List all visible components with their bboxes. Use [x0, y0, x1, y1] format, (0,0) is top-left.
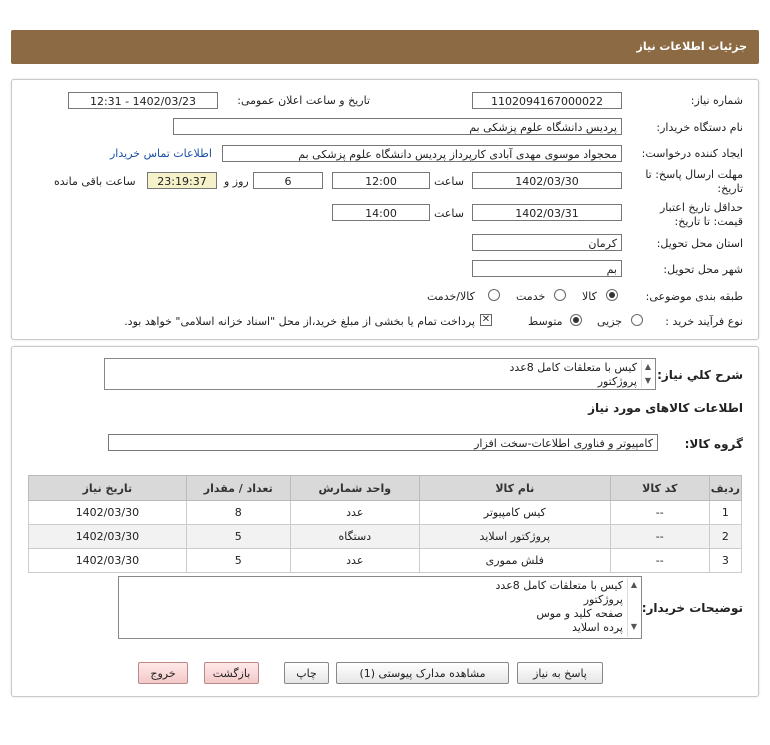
buyer-notes-scrollbar[interactable]: ▲ ▼ — [627, 578, 640, 637]
back-button[interactable]: بازگشت — [204, 662, 259, 684]
col-need-date: تاریخ نیاز — [29, 476, 187, 501]
summary-label: شرح كلي نياز: — [657, 368, 743, 382]
validity-date-field: 1402/03/31 — [472, 204, 622, 221]
announce-label: تاریخ و ساعت اعلان عمومی: — [237, 94, 370, 107]
process-medium-label: متوسط — [528, 315, 563, 328]
item-unit: دستگاه — [290, 525, 419, 549]
requester-field: محجواد موسوی مهدی آبادی کارپرداز پردیس دانشگاه علوم پزشکی بم — [222, 145, 622, 162]
buyer-notes-line-4: پرده اسلاید — [572, 621, 623, 634]
item-quantity: 5 — [186, 549, 290, 573]
table-row — [29, 549, 742, 573]
col-unit: واحد شمارش — [290, 476, 419, 501]
col-row-number: ردیف — [709, 476, 741, 501]
summary-scrollbar[interactable]: ▲ ▼ — [641, 360, 654, 388]
validity-time-field: 14:00 — [332, 204, 430, 221]
city-field: بم — [472, 260, 622, 277]
item-quantity: 8 — [186, 501, 290, 525]
city-label: شهر محل تحویل: — [663, 263, 743, 276]
item-need-date: 1402/03/30 — [29, 501, 187, 525]
requester-label: ایجاد کننده درخواست: — [641, 147, 743, 160]
deadline-date-field: 1402/03/30 — [472, 172, 622, 189]
buyer-org-label: نام دستگاه خریدار: — [656, 121, 743, 134]
table-header-row — [29, 476, 742, 501]
summary-line-1: کیس با متعلقات کامل 8عدد — [509, 361, 637, 374]
goods-group-field: کامپیوتر و فناوری اطلاعات-سخت افزار — [108, 434, 658, 451]
deadline-time-field: 12:00 — [332, 172, 430, 189]
category-goods-radio[interactable] — [606, 289, 618, 301]
buyer-notes-line-1: کیس با متعلقات کامل 8عدد — [495, 579, 623, 592]
category-goods-service-radio[interactable] — [488, 289, 500, 301]
table-row — [29, 525, 742, 549]
item-code: -- — [610, 525, 709, 549]
category-label: طبقه بندی موضوعی: — [645, 290, 743, 303]
category-service-label: خدمت — [516, 290, 546, 303]
goods-group-label: گروه کالا: — [684, 437, 743, 451]
validity-label-line2: قیمت: تا تاریخ: — [674, 215, 743, 228]
category-service-radio[interactable] — [554, 289, 566, 301]
announce-datetime-field: 1402/03/23 - 12:31 — [68, 92, 218, 109]
table-row — [29, 501, 742, 525]
items-table — [28, 475, 742, 573]
item-name: پروژکتور اسلاید — [419, 525, 610, 549]
page-header — [11, 30, 759, 64]
item-name: فلش مموری — [419, 549, 610, 573]
summary-line-2: پروژکتور — [597, 375, 637, 388]
category-goods-service-label: کالا/خدمت — [427, 290, 475, 303]
col-item-code: کد کالا — [610, 476, 709, 501]
page-title: جزئیات اطلاعات نیاز — [636, 40, 747, 53]
remaining-time-field: 23:19:37 — [147, 172, 217, 189]
col-quantity: تعداد / مقدار — [186, 476, 290, 501]
validity-label-line1: حداقل تاریخ اعتبار — [659, 201, 743, 214]
validity-time-label: ساعت — [434, 207, 464, 220]
reply-button[interactable]: پاسخ به نیاز — [517, 662, 603, 684]
buyer-notes-textarea[interactable] — [118, 576, 642, 639]
exit-button[interactable]: خروج — [138, 662, 188, 684]
view-attachments-button[interactable]: مشاهده مدارک پیوستی (1) — [336, 662, 509, 684]
days-remaining-field: 6 — [253, 172, 323, 189]
process-minor-radio[interactable] — [631, 314, 643, 326]
need-number-field: 1102094167000022 — [472, 92, 622, 109]
row-number: 2 — [709, 525, 741, 549]
item-code: -- — [610, 549, 709, 573]
buyer-notes-line-2: پروژکتور — [583, 593, 623, 606]
remaining-time-label: ساعت باقی مانده — [54, 175, 136, 188]
category-goods-label: کالا — [582, 290, 597, 303]
item-name: کیس کامپیوتر — [419, 501, 610, 525]
deadline-time-label: ساعت — [434, 175, 464, 188]
days-label: روز و — [224, 175, 249, 188]
item-quantity: 5 — [186, 525, 290, 549]
deadline-label-line2: تاریخ: — [717, 182, 743, 195]
col-item-name: نام کالا — [419, 476, 610, 501]
treasury-payment-note: پرداخت تمام یا بخشی از مبلغ خرید،از محل "اسناد خزانه اسلامی" خواهد بود. — [124, 315, 475, 328]
province-label: استان محل تحویل: — [656, 237, 743, 250]
buyer-notes-label: توضیحات خریدار: — [641, 601, 743, 615]
item-unit: عدد — [290, 501, 419, 525]
item-code: -- — [610, 501, 709, 525]
print-button[interactable]: چاپ — [284, 662, 329, 684]
row-number: 3 — [709, 549, 741, 573]
province-field: کرمان — [472, 234, 622, 251]
goods-section-title: اطلاعات کالاهای مورد نیاز — [588, 401, 743, 415]
need-number-label: شماره نیاز: — [690, 94, 743, 107]
treasury-payment-checkbox[interactable]: ✕ — [481, 314, 491, 325]
buyer-org-field: پردیس دانشگاه علوم پزشکی بم — [173, 118, 622, 135]
deadline-label-line1: مهلت ارسال پاسخ: تا — [645, 168, 743, 181]
item-need-date: 1402/03/30 — [29, 549, 187, 573]
item-need-date: 1402/03/30 — [29, 525, 187, 549]
process-minor-label: جزیی — [597, 315, 623, 328]
buyer-contact-link[interactable]: اطلاعات تماس خریدار — [110, 147, 212, 160]
item-unit: عدد — [290, 549, 419, 573]
buyer-notes-line-3: صفحه کلید و موس — [536, 607, 623, 620]
process-type-label: نوع فرآیند خرید : — [665, 315, 743, 328]
row-number: 1 — [709, 501, 741, 525]
process-medium-radio[interactable] — [570, 314, 582, 326]
summary-textarea[interactable] — [104, 358, 656, 390]
